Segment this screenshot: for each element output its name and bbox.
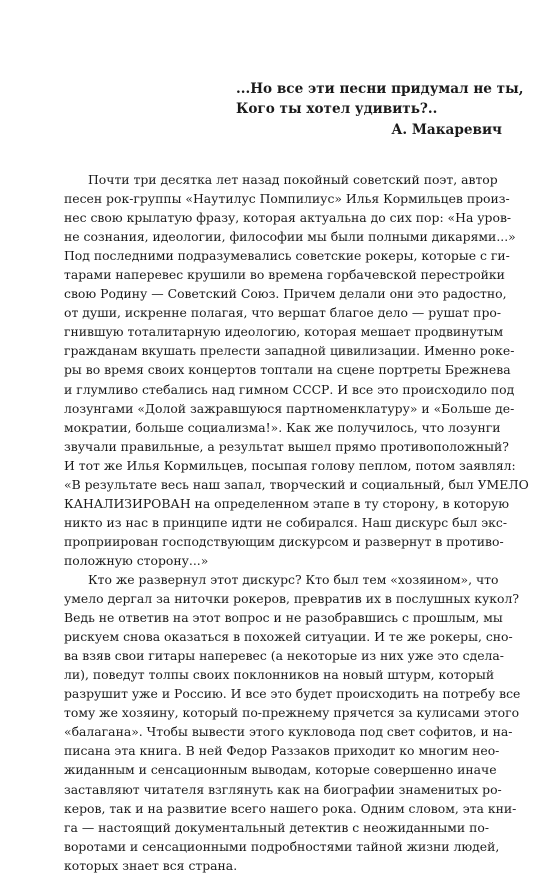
text-line: рискуем снова оказаться в похожей ситуации. И те же рокеры, сно- — [64, 629, 513, 645]
text-line: воротами и сенсационными подробностями тайной жизни людей, — [64, 838, 500, 854]
epigraph — [236, 79, 524, 119]
text-line: гнившую тоталитарную идеологию, которая мешает продвинутым — [64, 324, 504, 340]
text-line: тому же хозяину, который по-прежнему прячется за кулисами этого — [64, 705, 520, 721]
text-line: не сознания, идеологии, философии мы были полными дикарями...» — [64, 229, 516, 245]
text-line: гражданам вкушать прелести западной цивилизации. Именно роке- — [64, 343, 515, 359]
text-line: разрушит уже и Россию. И все это будет происходить на потребу все — [64, 686, 521, 702]
epigraph-line: ...Но все эти песни придумал не ты, — [236, 81, 524, 97]
epigraph-author: А. Макаревич — [391, 122, 502, 138]
text-line: умело дергал за ниточки рокеров, превратив их в послушных кукол? — [64, 591, 519, 607]
text-line: Под последними подразумевались советские рокеры, которые с ги- — [64, 248, 510, 264]
text-line: звучали правильные, а результат вышел прямо противоположный? — [64, 438, 509, 454]
text-line: ры во время своих концертов топтали на сцене портреты Брежнева — [64, 362, 511, 378]
body-text — [64, 170, 529, 875]
text-line: Кто же развернул этот дискурс? Кто был тем «хозяином», что — [88, 571, 499, 587]
text-line: заставляют читателя взглянуть как на биографии знаменитых ро- — [64, 781, 502, 797]
text-line: песен рок-группы «Наутилус Помпилиус» Илья Кормильцев произ- — [64, 191, 510, 207]
text-line: лозунгами «Долой зажравшуюся партноменклатуру» и «Больше де- — [64, 400, 515, 416]
text-line: от души, искренне полагая, что вершат благое дело — рушат про- — [64, 305, 502, 321]
text-line: Ведь не ответив на этот вопрос и не разобравшись с прошлым, мы — [64, 610, 503, 626]
text-line: мократии, больше социализма!». Как же получилось, что лозунги — [64, 419, 501, 435]
text-line: никто из нас в принципе идти не собирался. Наш дискурс был экс- — [64, 514, 508, 530]
text-line: га — настоящий документальный детектив с неожиданными по- — [64, 819, 490, 835]
text-line: положную сторону...» — [64, 552, 209, 568]
text-line: свою Родину — Советский Союз. Причем делали они это радостно, — [64, 286, 507, 302]
text-line: которых знает вся страна. — [64, 857, 238, 873]
text-line: писана эта книга. В ней Федор Раззаков приходит ко многим нео- — [64, 743, 500, 759]
text-line: КАНАЛИЗИРОВАН на определенном этапе в ту сторону, в которую — [64, 495, 510, 511]
epigraph-line: Кого ты хотел удивить?.. — [236, 101, 438, 117]
text-line: «В результате весь наш запал, творческий и социальный, был УМЕЛО — [64, 476, 529, 492]
text-line: Почти три десятка лет назад покойный советский поэт, автор — [88, 172, 498, 187]
text-line: нес свою крылатую фразу, которая актуальна до сих пор: «На уров- — [64, 210, 512, 226]
text-line: проприирован господствующим дискурсом и развернут в противо- — [64, 533, 504, 549]
text-line: тарами наперевес крушили во времена горбачевской перестройки — [64, 267, 505, 283]
text-line: ли), поведут толпы своих поклонников на новый штурм, который — [64, 667, 495, 683]
text-line: и глумливо стебались над гимном СССР. И все это происходило под — [64, 381, 515, 397]
text-line: И тот же Илья Кормильцев, посыпая голову пеплом, потом заявлял: — [64, 457, 516, 473]
text-line: «балагана». Чтобы вывести этого кукловода под свет софитов, и на- — [64, 724, 513, 740]
text-line: жиданным и сенсационным выводам, которые совершенно иначе — [64, 762, 497, 778]
text-line: керов, так и на развитие всего нашего рока. Одним словом, эта кни- — [64, 800, 517, 816]
text-line: ва взяв свои гитары наперевес (а некоторые из них уже это сдела- — [64, 648, 504, 664]
